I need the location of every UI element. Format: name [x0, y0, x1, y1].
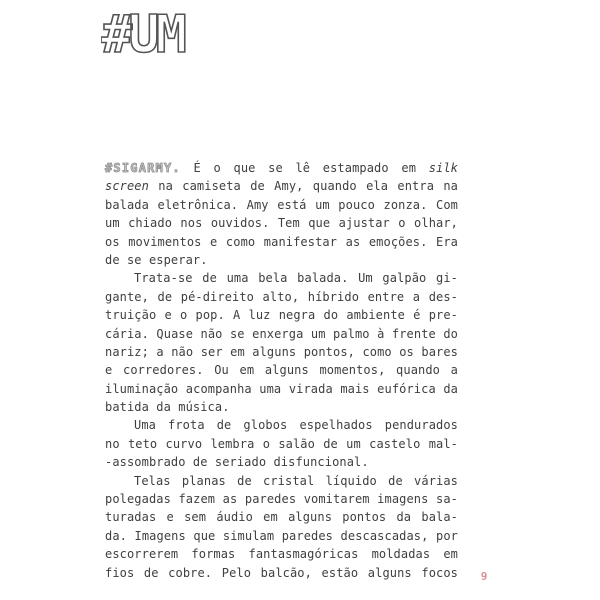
- text-segment: balada eletrônica. Amy está um pouco zonza. Com: [105, 197, 458, 212]
- text-line: [105, 435, 458, 453]
- text-segment: escorrerem formas fantasmagóricas moldadas em: [105, 547, 458, 562]
- text-segment: cária. Quase não se enxerga um palmo à frente do: [105, 326, 458, 341]
- text-segment: um chiado nos ouvidos. Tem que ajustar o olhar,: [105, 216, 458, 231]
- text-line: [105, 380, 458, 398]
- text-segment: gante, de pé-direito alto, híbrido entre a des-: [105, 289, 458, 304]
- text-segment: da. Imagens que simulam paredes descascadas, por: [105, 528, 458, 543]
- text-segment: nariz; a não ser em alguns pontos, como os bares: [105, 344, 458, 359]
- text-segment: Trata-se de uma bela balada. Um galpão gi-: [134, 271, 458, 286]
- text-line: [105, 269, 458, 287]
- text-segment: É o que se lê estampado em: [180, 161, 429, 175]
- page-number: 9: [480, 570, 488, 583]
- text-segment: truição e o pop. A luz negra do ambiente é pre-: [105, 308, 458, 323]
- text-segment: fios de cobre. Pelo balcão, estão alguns focos: [105, 565, 458, 580]
- italic-text-segment: screen: [105, 179, 149, 194]
- chapter-logo-text: #UM: [101, 6, 183, 62]
- text-line: [105, 472, 458, 490]
- text-segment: iluminação acompanha uma virada mais eufórica da: [105, 381, 458, 396]
- text-line: [105, 508, 458, 526]
- text-segment: no teto curvo lembra o salão de um castelo mal-: [105, 436, 458, 451]
- text-line: [105, 564, 458, 582]
- text-line: [105, 325, 458, 343]
- text-segment: os movimentos e como manifestar as emoções. Era: [105, 234, 458, 249]
- text-line: [105, 177, 458, 195]
- text-segment: batida da música.: [105, 400, 230, 415]
- italic-text-segment: silk: [428, 161, 458, 175]
- chapter-logo-hash-um-icon: [101, 6, 221, 62]
- text-line: [105, 214, 458, 232]
- text-line: [105, 416, 458, 434]
- text-line: [105, 251, 458, 269]
- text-line: [105, 527, 458, 545]
- text-line: [105, 343, 458, 361]
- text-segment: de se esperar.: [105, 252, 208, 267]
- text-segment: polegadas fazem as paredes vomitarem imagens sa-: [105, 492, 458, 507]
- text-segment: Telas planas de cristal líquido de várias: [134, 473, 458, 488]
- text-line: [105, 159, 458, 177]
- text-segment: -assombrado de seriado disfuncional.: [105, 455, 369, 470]
- text-segment: Uma frota de globos espelhados pendurados: [134, 418, 458, 433]
- text-line: [105, 361, 458, 379]
- text-line: [105, 196, 458, 214]
- body-text: [105, 159, 458, 582]
- text-segment: e corredores. Ou em alguns momentos, quando a: [105, 363, 458, 378]
- text-segment: na camiseta de Amy, quando ela entra na: [148, 179, 458, 194]
- text-line: [105, 490, 458, 508]
- text-line: [105, 453, 458, 471]
- hashtag-display-word: #SIGARMY.: [105, 161, 181, 175]
- text-line: [105, 306, 458, 324]
- text-segment: turadas e sem áudio em alguns pontos da bala-: [105, 510, 458, 525]
- text-line: [105, 545, 458, 563]
- text-line: [105, 233, 458, 251]
- text-line: [105, 288, 458, 306]
- text-line: [105, 398, 458, 416]
